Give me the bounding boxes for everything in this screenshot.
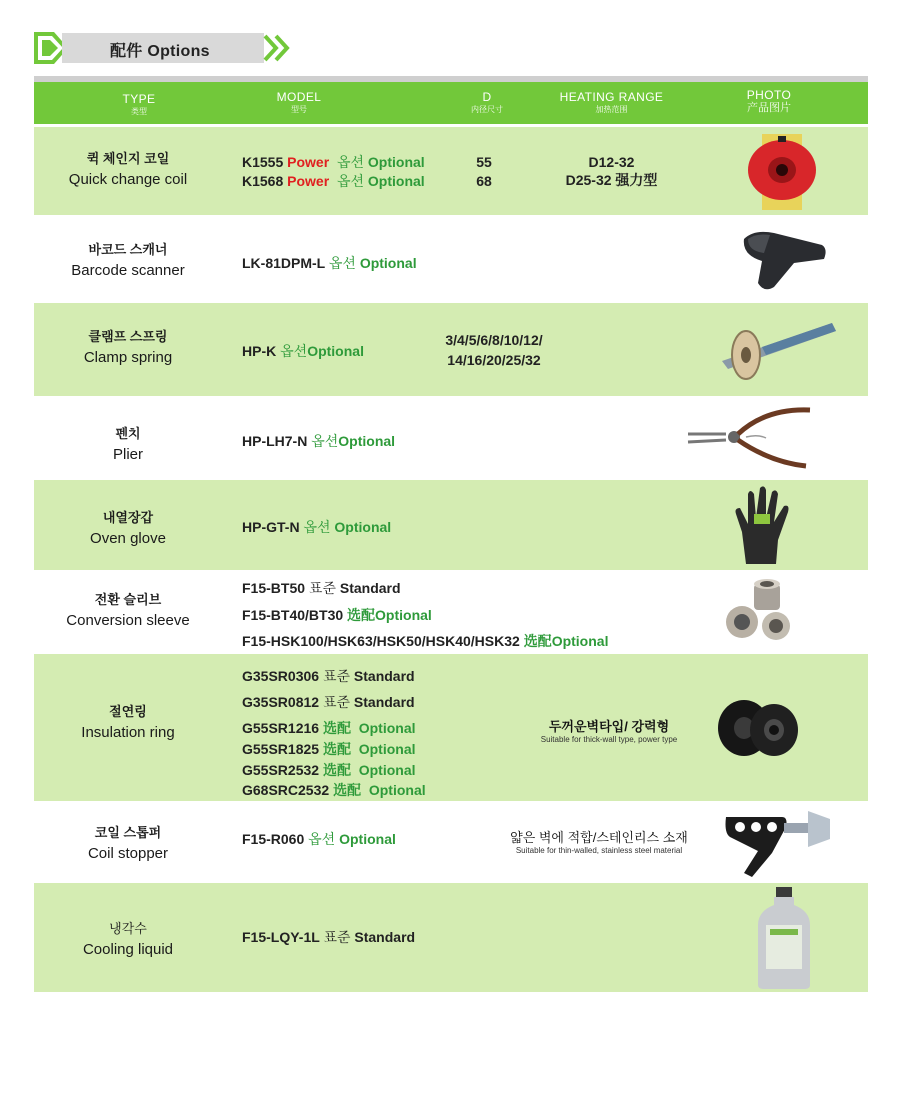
coil-photo-icon xyxy=(742,132,822,212)
section-title: 配件 Options xyxy=(110,43,210,60)
model-line: HP-LH7-N 옵션Optional xyxy=(242,433,396,449)
row-clamp-spring xyxy=(34,303,868,396)
model-line: F15-BT50 표준 Standard xyxy=(242,580,401,596)
d-value: 68 xyxy=(476,173,492,189)
type-cell: 클램프 스프링 Clamp spring xyxy=(83,329,173,366)
header-heating-range: HEATING RANGE 加热范围 xyxy=(559,90,664,114)
model-line: F15-LQY-1L 표준 Standard xyxy=(242,929,416,945)
model-line: G55SR1825 选配 Optional xyxy=(242,741,416,757)
row-cooling-liquid xyxy=(34,883,868,992)
insulation-note: 두꺼운벽타입/ 강력형 Suitable for thick-wall type, power type xyxy=(540,719,678,744)
row-coil-stopper xyxy=(34,801,868,883)
model-line: G35SR0306 표준 Standard xyxy=(242,668,415,684)
type-cell: 냉각수 Cooling liquid xyxy=(82,921,174,958)
model-line: HP-K 옵션Optional xyxy=(242,343,364,359)
plier-photo-icon xyxy=(686,404,812,470)
coil-stopper-photo-icon xyxy=(722,807,834,879)
model-line: LK-81DPM-L 옵션 Optional xyxy=(242,255,417,271)
header-type: TYPE 类型 xyxy=(122,92,156,116)
sleeve-photo-icon xyxy=(724,578,804,644)
type-cell: 퀵 체인지 코일 Quick change coil xyxy=(68,151,188,188)
clamp-spring-photo-icon xyxy=(702,311,842,389)
heating-range-value: D12-32 xyxy=(588,154,635,170)
row-insulation-ring xyxy=(34,654,868,801)
row-barcode-scanner xyxy=(34,215,868,303)
model-line: K1568 Power 옵션 Optional xyxy=(242,173,425,189)
glove-photo-icon xyxy=(732,484,802,566)
insulation-ring-photo-icon xyxy=(716,698,800,758)
header-d: D 内径尺寸 xyxy=(471,90,503,114)
cooling-bottle-photo-icon xyxy=(754,885,814,991)
table-header xyxy=(34,82,868,124)
type-cell: 코일 스톱퍼 Coil stopper xyxy=(87,825,169,862)
header-photo: PHOTO 产品图片 xyxy=(746,88,792,114)
d-value: 55 xyxy=(476,154,492,170)
model-line: HP-GT-N 옵션 Optional xyxy=(242,519,392,535)
header-model: MODEL 型号 xyxy=(276,90,322,114)
row-conversion-sleeve xyxy=(34,570,868,654)
model-line: F15-R060 옵션 Optional xyxy=(242,831,396,847)
model-line: F15-HSK100/HSK63/HSK50/HSK40/HSK32 选配Optional xyxy=(242,633,609,649)
row-plier xyxy=(34,396,868,480)
d-value: 14/16/20/25/32 xyxy=(447,352,541,368)
type-cell: 전환 슬리브 Conversion sleeve xyxy=(66,592,190,629)
model-line: G35SR0812 표준 Standard xyxy=(242,694,415,710)
model-line: G68SRC2532 选配 Optional xyxy=(242,782,426,798)
double-chevron-icon xyxy=(262,33,292,63)
row-quick-change-coil xyxy=(34,127,868,215)
heating-range-value: D25-32 强力型 xyxy=(565,172,658,188)
model-line: K1555 Power 옵션 Optional xyxy=(242,154,425,170)
model-line: G55SR1216 选配 Optional xyxy=(242,720,416,736)
model-line: F15-BT40/BT30 选配Optional xyxy=(242,607,432,623)
type-cell: 내열장갑 Oven glove xyxy=(90,510,166,547)
row-oven-glove xyxy=(34,480,868,570)
type-cell: 절연링 Insulation ring xyxy=(81,704,175,741)
coil-stopper-note: 얇은 벽에 적합/스테인리스 소재 Suitable for thin-walled, stainless steel material xyxy=(510,830,688,855)
type-cell: 펜치 Plier xyxy=(112,426,143,463)
d-value: 3/4/5/6/8/10/12/ xyxy=(445,332,543,348)
scanner-photo-icon xyxy=(734,225,829,293)
type-cell: 바코드 스캐너 Barcode scanner xyxy=(71,242,185,279)
model-line: G55SR2532 选配 Optional xyxy=(242,762,416,778)
